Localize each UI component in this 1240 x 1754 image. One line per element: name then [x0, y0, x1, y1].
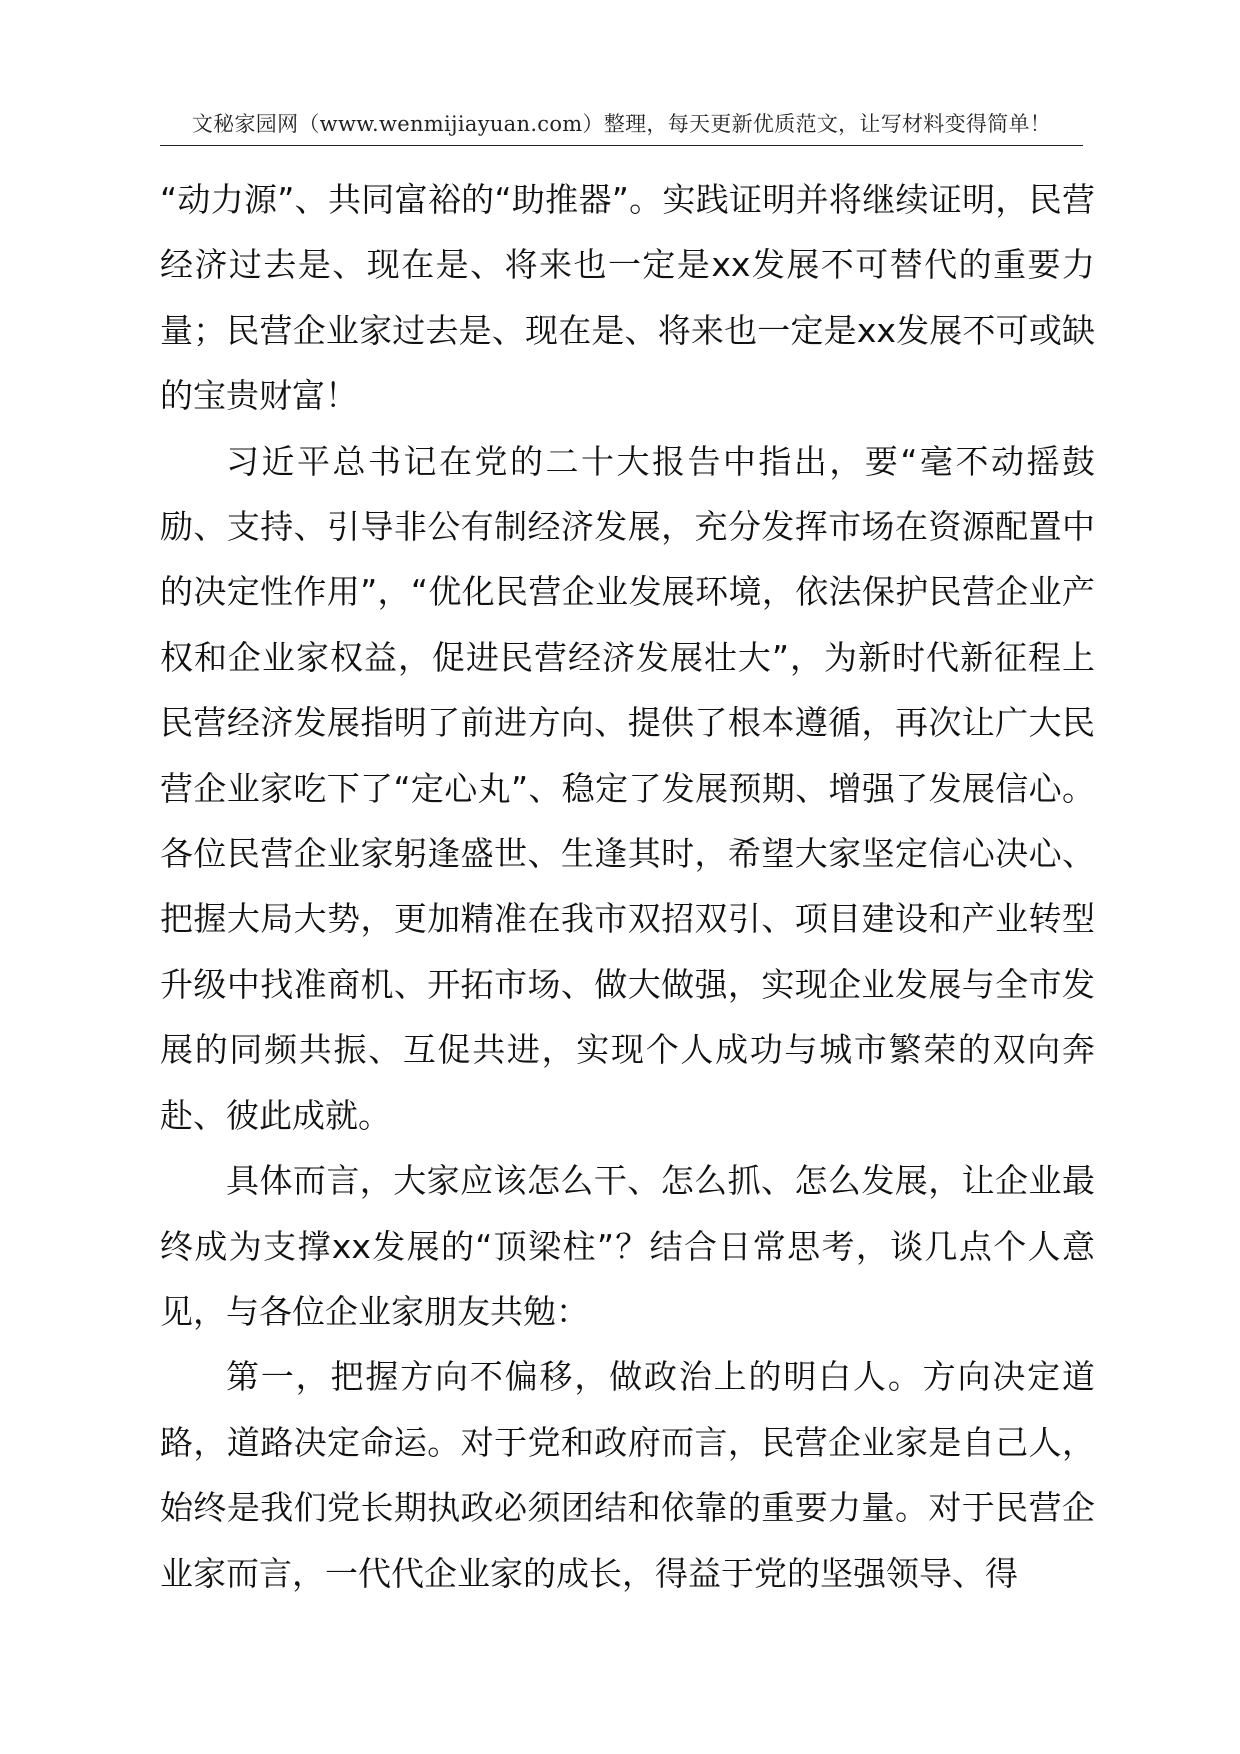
page-header: 文秘家园网（www.wenmijiayuan.com）整理，每天更新优质范文，让写材料变得简单！	[191, 112, 1052, 136]
paragraph-report-quote: 习近平总书记在党的二十大报告中指出，要“毫不动摇鼓励、支持、引导非公有制经济发展，充分发挥市场在资源配置中的决定性作用”，“优化民营企业发展环境，依法保护民营企业产权和企业家权益，促进民营经济发展壮大”，为新时代新征程上民营经济发展指明了前进方向、提供了根本遵循，再次让广大民营企业家吃下了“定心丸”、稳定了发展预期、增强了发展信心。各位民营企业家躬逢盛世、生逢其时，希望大家坚定信心决心、把握大局大势，更加精准在我市双招双引、项目建设和产业转型升级中找准商机、开拓市场、做大做强，实现企业发展与全市发展的同频共振、互促共进，实现个人成功与城市繁荣的双向奔赴、彼此成就。	[160, 441, 1095, 1135]
paragraph-specifics: 具体而言，大家应该怎么干、怎么抓、怎么发展，让企业最终成为支撑xx发展的“顶梁柱”？结合日常思考，谈几点个人意见，与各位企业家朋友共勉：	[160, 1161, 1095, 1331]
header-divider	[160, 145, 1083, 146]
document-body	[160, 167, 1095, 1606]
paragraph-first-point: 第一，把握方向不偏移，做政治上的明白人。方向决定道路，道路决定命运。对于党和政府而言，民营企业家是自己人，始终是我们党长期执政必须团结和依靠的重要力量。对于民营企业家而言，一代代企业家的成长，得益于党的坚强领导、得	[160, 1357, 1095, 1593]
paragraph-continuation: “动力源”、共同富裕的“助推器”。实践证明并将继续证明，民营经济过去是、现在是、将来也一定是xx发展不可替代的重要力量；民营企业家过去是、现在是、将来也一定是xx发展不可或缺的宝贵财富！	[160, 180, 1095, 416]
